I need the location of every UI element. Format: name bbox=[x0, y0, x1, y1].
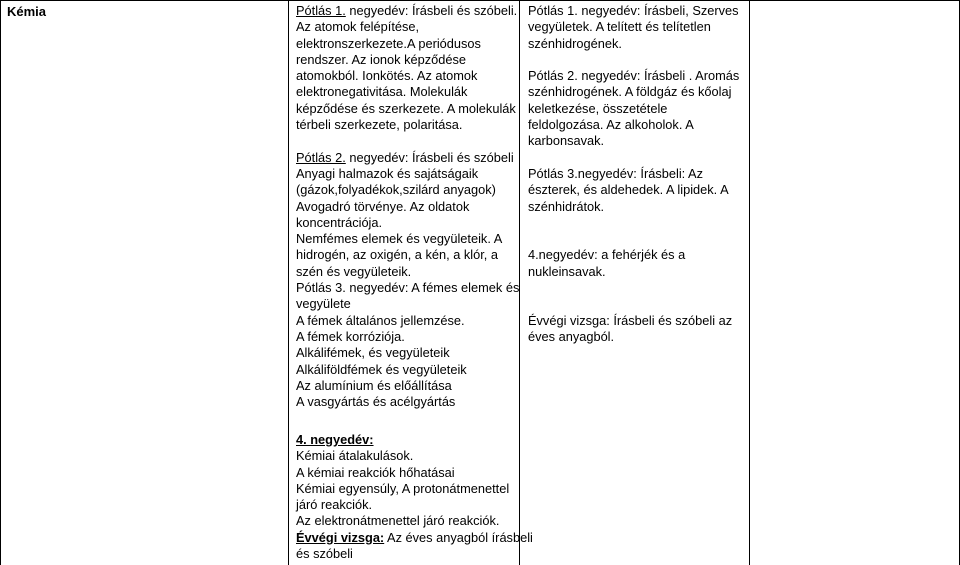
text-line: szénhidrogének. A földgáz és kőolaj bbox=[528, 84, 732, 100]
text-line: elektronszerkezete.A periódusos bbox=[296, 35, 481, 51]
exam-heading: Évvégi vizsga: bbox=[296, 529, 385, 545]
text-line: Az elektronátmenettel járó reakciók. bbox=[296, 513, 500, 529]
table-border-top bbox=[0, 0, 960, 1]
text-line: hidrogén, az oxigén, a kén, a klór, a bbox=[296, 247, 499, 263]
text-line: nukleinsavak. bbox=[528, 263, 606, 279]
text-line: Alkálifémek, és vegyületeik bbox=[296, 345, 450, 361]
text-line: Évvégi vizsga: Írásbeli és szóbeli az bbox=[528, 312, 733, 328]
text-line: szénhidrátok. bbox=[528, 198, 605, 214]
text-line: karbonsavak. bbox=[528, 133, 605, 149]
subject-label: Kémia bbox=[7, 4, 47, 19]
text-line: szén és vegyületeik. bbox=[296, 263, 412, 279]
text-line: vegyülete bbox=[296, 296, 351, 312]
spacer bbox=[528, 215, 740, 231]
column-1-cell bbox=[296, 3, 520, 410]
p2-rest: negyedév: Írásbeli és szóbeli bbox=[345, 149, 514, 165]
p1-heading: Pótlás 1. bbox=[296, 3, 346, 18]
table-border-left bbox=[0, 0, 1, 565]
text-line: Kémiai egyensúly, A protonátmenettel bbox=[296, 480, 510, 496]
p1-title-line bbox=[296, 3, 518, 19]
text-line: feldolgozása. Az alkoholok. A bbox=[528, 117, 694, 133]
text-line: képződése és szerkezete. A molekulák bbox=[296, 100, 516, 116]
text-line: Pótlás 2. negyedév: Írásbeli . Aromás bbox=[528, 68, 740, 84]
text-line: Kémiai átalakulások. bbox=[296, 448, 414, 464]
text-line: A fémek korróziója. bbox=[296, 328, 405, 344]
text-line: Pótlás 3. negyedév: A fémes elemek és bbox=[296, 280, 520, 296]
text-line: szénhidrogének. bbox=[528, 35, 622, 51]
exam-line bbox=[296, 529, 533, 546]
text-line: vegyületek. A telített és telítetlen bbox=[528, 19, 711, 35]
spacer bbox=[528, 296, 740, 312]
text-line: Nemfémes elemek és vegyületeik. A bbox=[296, 231, 503, 247]
text-line: észterek, és aldehedek. A lipidek. A bbox=[528, 182, 729, 198]
text-line: atomokból. Ionkötés. Az atomok bbox=[296, 68, 478, 84]
text-line: keletkezése, összetétele bbox=[528, 100, 668, 116]
text-line: térbeli szerkezete, polaritása. bbox=[296, 117, 463, 133]
text-line: A kémiai reakciók hőhatásai bbox=[296, 464, 455, 480]
p2-title-line bbox=[296, 149, 514, 166]
text-line: rendszer. Az ionok képződése bbox=[296, 51, 467, 67]
text-line: Alkáliföldfémek és vegyületeik bbox=[296, 361, 467, 377]
text-line: 4.negyedév: a fehérjék és a bbox=[528, 247, 686, 263]
text-line: koncentrációja. bbox=[296, 214, 383, 230]
spacer bbox=[528, 150, 740, 166]
text-line: Pótlás 3.negyedév: Írásbeli: Az bbox=[528, 165, 703, 181]
text-line: Az alumínium és előállítása bbox=[296, 377, 452, 393]
column-divider-2 bbox=[519, 0, 520, 565]
text-line: Anyagi halmazok és sajátságaik bbox=[296, 165, 479, 181]
text-line: Pótlás 1. negyedév: Írásbeli, Szerves bbox=[528, 3, 739, 18]
text-line: Avogadró törvénye. Az oldatok bbox=[296, 198, 470, 214]
column-1-bottom bbox=[296, 432, 533, 562]
text-line: A fémek általános jellemzése. bbox=[296, 312, 465, 328]
q4-heading: 4. negyedév: bbox=[296, 432, 374, 447]
p2-heading: Pótlás 2. bbox=[296, 149, 346, 165]
column-divider-3 bbox=[749, 0, 750, 565]
exam-rest: Az éves anyagból írásbeli bbox=[384, 529, 533, 545]
text-line: Az atomok felépítése, bbox=[296, 19, 420, 35]
text-line: elektronegativitása. Molekulák bbox=[296, 84, 468, 100]
text-line: (gázok,folyadékok,szilárd anyagok) bbox=[296, 182, 496, 198]
p1-rest: negyedév: Írásbeli és szóbeli. bbox=[345, 3, 518, 18]
text-line: A vasgyártás és acélgyártás bbox=[296, 394, 456, 410]
text-line: járó reakciók. bbox=[296, 497, 373, 513]
spacer bbox=[528, 231, 740, 247]
column-2-cell bbox=[528, 3, 740, 345]
spacer bbox=[528, 280, 740, 296]
spacer bbox=[296, 133, 508, 149]
spacer bbox=[528, 52, 740, 68]
text-line: éves anyagból. bbox=[528, 328, 615, 344]
text-line: és szóbeli bbox=[296, 546, 353, 562]
column-divider-1 bbox=[288, 0, 289, 565]
